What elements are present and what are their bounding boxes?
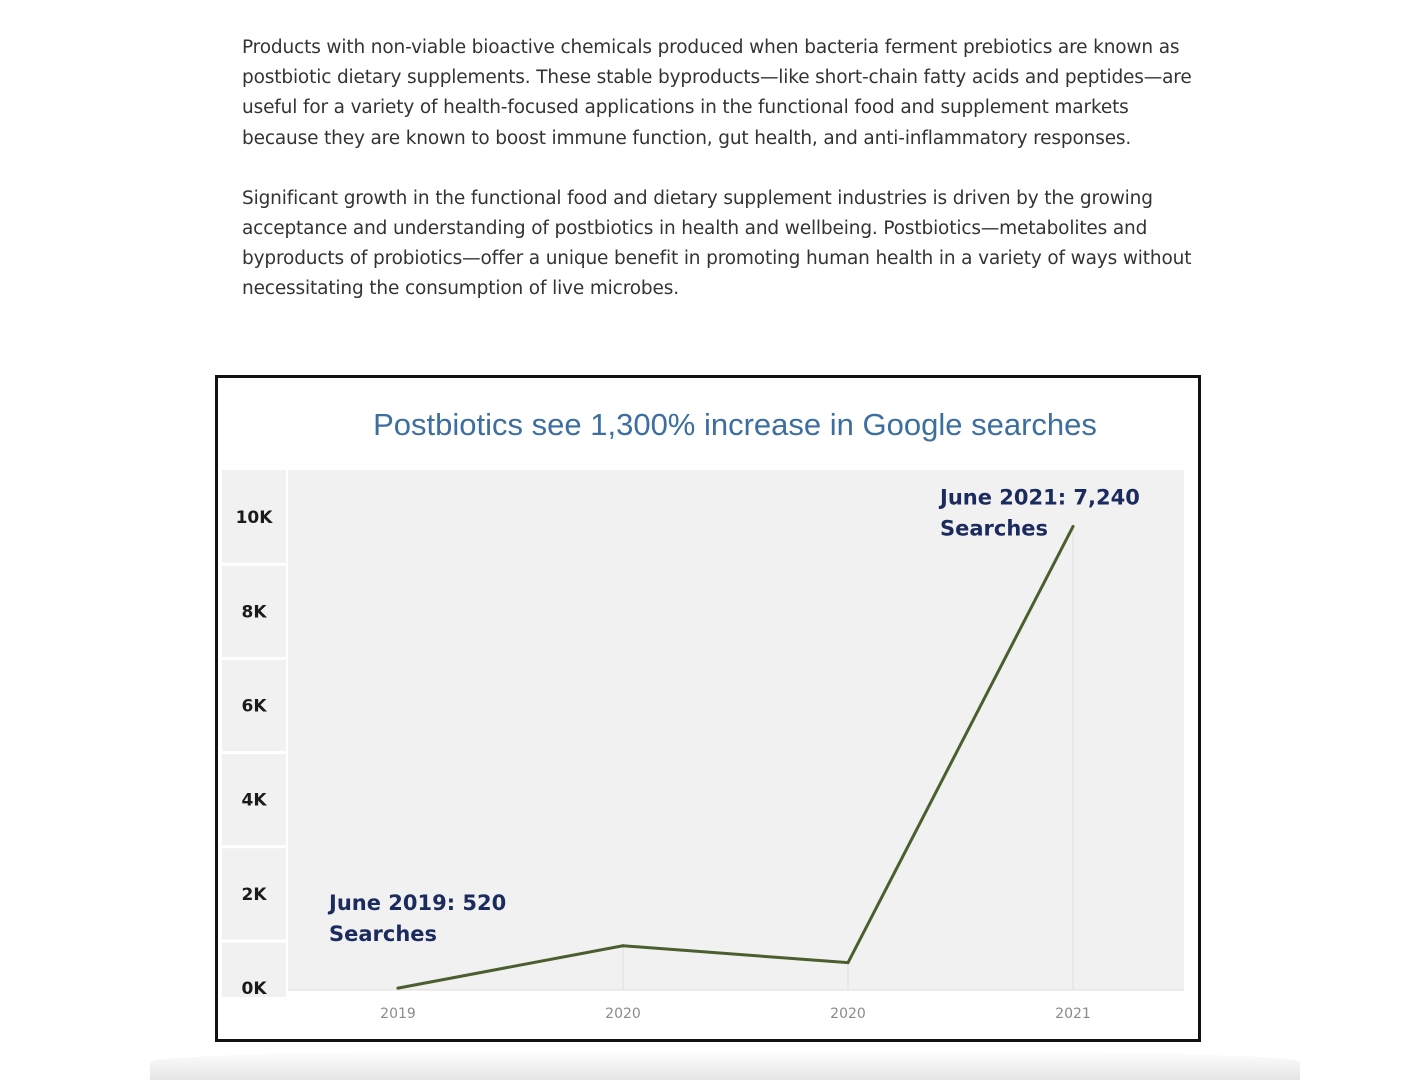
- annotation-label: Searches: [329, 922, 438, 947]
- y-tick-label: 8K: [241, 602, 267, 623]
- data-point: [847, 961, 850, 964]
- chart-title: Postbiotics see 1,300% increase in Google searches: [373, 407, 1097, 442]
- x-tick-label: 2021: [1055, 1006, 1091, 1022]
- article-body: [242, 33, 1192, 335]
- annotation-label: June 2019: 520: [329, 891, 507, 916]
- y-tick-label: 6K: [241, 696, 267, 717]
- y-tick-label: 2K: [241, 884, 267, 905]
- x-tick-label: 2019: [380, 1006, 416, 1022]
- page-bottom-shadow: [150, 1050, 1300, 1080]
- y-tick-label: 10K: [235, 508, 273, 529]
- y-axis-panel: [222, 470, 286, 1000]
- x-tick-label: 2020: [830, 1006, 866, 1022]
- data-point: [397, 987, 400, 990]
- y-tick-label: 4K: [241, 790, 267, 811]
- data-point: [622, 944, 625, 947]
- paragraph-2: Significant growth in the functional food and dietary supplement industries is driven by the growing acceptance and understanding of postbiotics in health and wellbeing. Postbiotics—metabolites and byproducts of probiotics—offer a unique benefit in promoting human health in a variety of ways without necessitating the consumption of live microbes.: [242, 187, 1192, 300]
- chart-frame: [215, 375, 1201, 1042]
- annotation-label: June 2021: 7,240: [940, 485, 1140, 510]
- x-tick-label: 2020: [605, 1006, 641, 1022]
- data-point: [1072, 525, 1075, 528]
- chart: [218, 378, 1198, 1039]
- paragraph-1: Products with non-viable bioactive chemicals produced when bacteria ferment prebiotics are known as postbiotic dietary supplements. These stable byproducts—like short-chain fatty acids and peptides—are useful for a variety of health-focused applications in the functional food and supplement markets because they are known to boost immune function, gut health, and anti-inflammatory responses.: [242, 37, 1192, 149]
- y-tick-label: 0K: [241, 979, 267, 1000]
- annotation-label: Searches: [940, 516, 1049, 541]
